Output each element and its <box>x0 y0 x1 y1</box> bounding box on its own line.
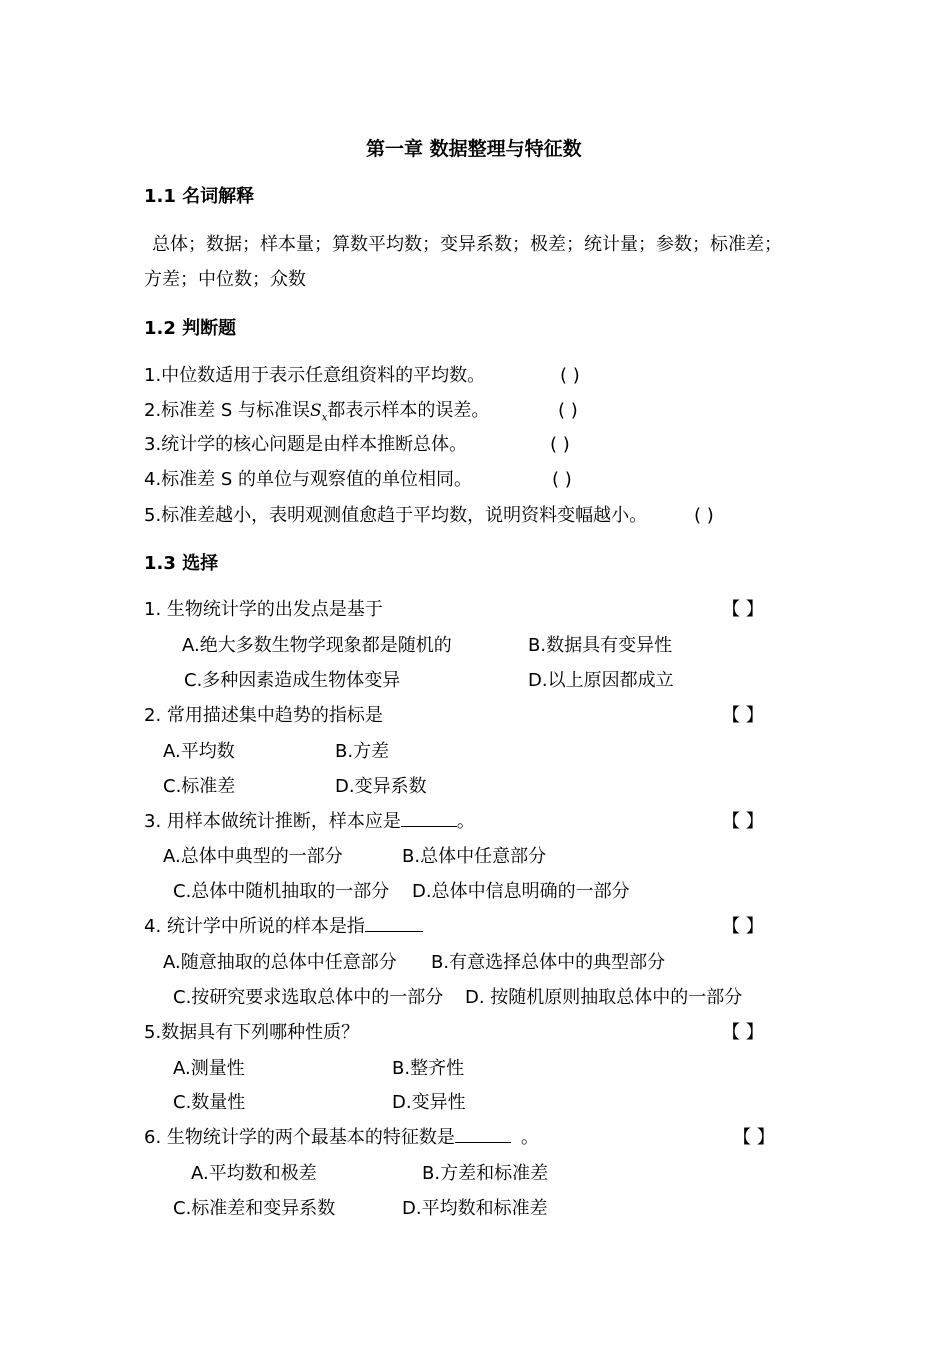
question-6-option-b: B.方差和标准差 <box>422 1163 549 1184</box>
judgement-mark-2: ( ) <box>558 400 578 421</box>
question-5-stem: 5.数据具有下列哪种性质？ <box>144 1022 360 1043</box>
question-5-option-c: C.数量性 <box>173 1092 246 1113</box>
question-1-stem: 1. 生物统计学的出发点是基于 <box>144 599 383 620</box>
chapter-title: 第一章 数据整理与特征数 <box>366 138 582 160</box>
question-6-stem: 6. 生物统计学的两个最基本的特征数是 。 <box>144 1127 539 1148</box>
judgement-item-3: 3.统计学的核心问题是由样本推断总体。 <box>144 434 468 455</box>
question-6-option-a: A.平均数和极差 <box>191 1163 317 1184</box>
question-3-option-b: B.总体中任意部分 <box>402 846 547 867</box>
judgement-item-2-after: 都表示样本的误差。 <box>327 400 490 421</box>
section-heading-judgement: 1.2 判断题 <box>144 318 237 339</box>
answer-bracket-4: 【 】 <box>722 916 764 937</box>
question-2-option-a: A.平均数 <box>163 741 235 762</box>
terms-line-2: 方差；中位数；众数 <box>144 269 306 290</box>
judgement-item-4: 4.标准差 S 的单位与观察值的单位相同。 <box>144 469 473 490</box>
question-2-option-d: D.变异系数 <box>335 776 427 797</box>
judgement-mark-1: ( ) <box>560 365 580 386</box>
question-5-option-b: B.整齐性 <box>392 1058 465 1079</box>
answer-bracket-3: 【 】 <box>722 811 764 832</box>
answer-bracket-2: 【 】 <box>722 705 764 726</box>
judgement-item-5: 5.标准差越小，表明观测值愈趋于平均数，说明资料变幅越小。 <box>144 505 648 526</box>
standard-error-symbol: $S_x$ <box>310 401 328 424</box>
question-5-option-a: A.测量性 <box>173 1058 245 1079</box>
question-1-option-b: B.数据具有变异性 <box>528 635 673 656</box>
judgement-item-2 <box>144 402 489 423</box>
question-4-stem: 4. 统计学中所说的样本是指 <box>144 918 423 936</box>
judgement-item-1: 1.中位数适用于表示任意组资料的平均数。 <box>144 365 486 386</box>
judgement-mark-5: ( ) <box>694 505 714 526</box>
section-heading-choice: 1.3 选择 <box>144 553 219 574</box>
question-4-option-c: C.按研究要求选取总体中的一部分 <box>173 987 444 1008</box>
question-2-option-c: C.标准差 <box>163 776 236 797</box>
question-3-option-c: C.总体中随机抽取的一部分 <box>173 881 390 902</box>
question-1-option-c: C.多种因素造成生物体变异 <box>184 670 401 691</box>
answer-blank-4[interactable] <box>365 930 423 932</box>
answer-blank-3[interactable] <box>401 825 457 827</box>
question-4-option-d: D. 按随机原则抽取总体中的一部分 <box>465 987 743 1008</box>
judgement-mark-4: ( ) <box>552 469 572 490</box>
section-heading-terms: 1.1 名词解释 <box>144 186 255 207</box>
question-1-option-a: A.绝大多数生物学现象都是随机的 <box>182 635 452 656</box>
question-3-stem: 3. 用样本做统计推断，样本应是 。 <box>144 811 475 832</box>
question-4-option-b: B.有意选择总体中的典型部分 <box>431 952 666 973</box>
question-2-option-b: B.方差 <box>335 741 390 762</box>
answer-bracket-1: 【 】 <box>722 599 764 620</box>
answer-bracket-6: 【 】 <box>733 1127 775 1148</box>
terms-line-1: 总体；数据；样本量；算数平均数；变异系数；极差；统计量；参数；标准差； <box>152 234 782 255</box>
question-6-option-c: C.标准差和变异系数 <box>173 1198 336 1219</box>
question-5-option-d: D.变异性 <box>392 1092 466 1113</box>
judgement-item-2-before: 2.标准差 S 与标准误 <box>144 400 311 421</box>
question-3-option-a: A.总体中典型的一部分 <box>163 846 343 867</box>
question-3-option-d: D.总体中信息明确的一部分 <box>412 881 630 902</box>
answer-blank-6[interactable] <box>455 1141 511 1143</box>
judgement-mark-3: ( ) <box>550 434 570 455</box>
question-4-option-a: A.随意抽取的总体中任意部分 <box>163 952 397 973</box>
question-1-option-d: D.以上原因都成立 <box>528 670 674 691</box>
answer-bracket-5: 【 】 <box>722 1022 764 1043</box>
question-6-option-d: D.平均数和标准差 <box>402 1198 548 1219</box>
question-2-stem: 2. 常用描述集中趋势的指标是 <box>144 705 383 726</box>
